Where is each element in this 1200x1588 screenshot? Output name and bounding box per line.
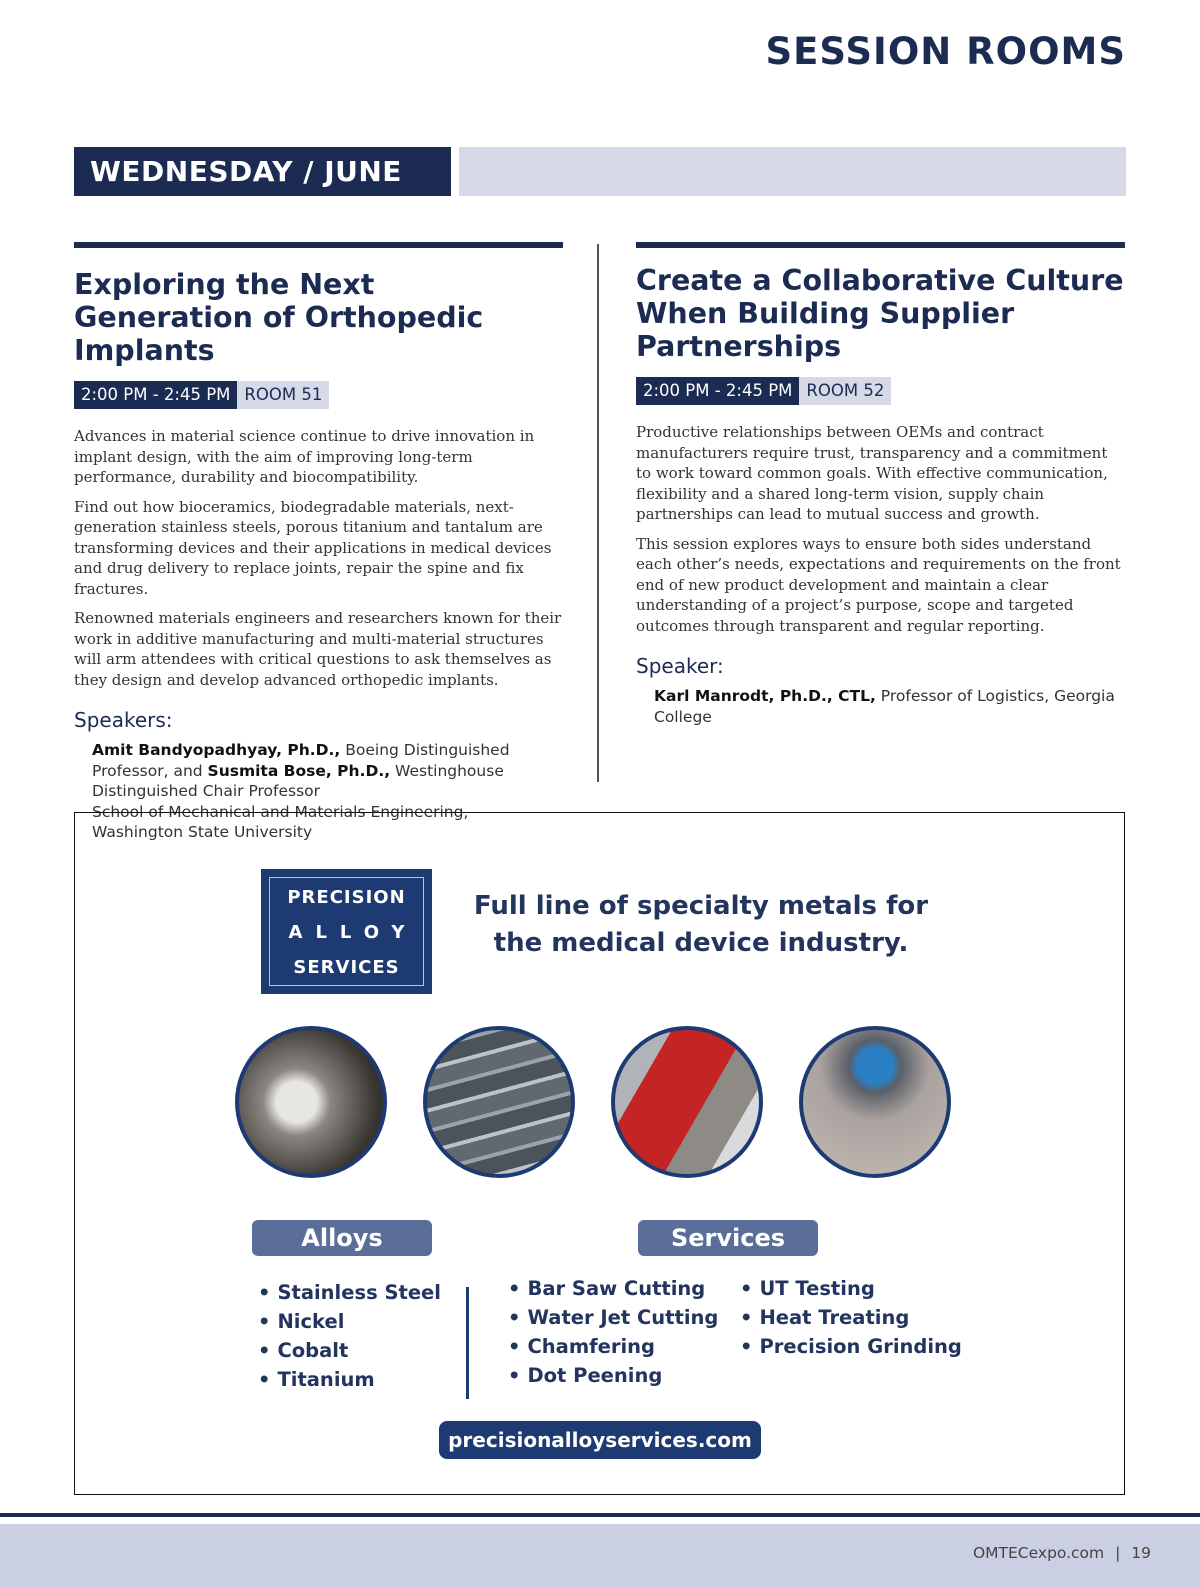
metal-rods-photo [235, 1026, 387, 1178]
footer-rule [0, 1513, 1200, 1517]
list-item: • Heat Treating [740, 1303, 962, 1332]
speaker-name: Amit Bandyopadhyay, Ph.D., [92, 741, 341, 759]
list-item: • Precision Grinding [740, 1332, 962, 1361]
list-item: • Titanium [258, 1365, 441, 1394]
list-item: • Water Jet Cutting [508, 1303, 718, 1332]
logo-line: SERVICES [293, 957, 400, 978]
session-time: 2:00 PM - 2:45 PM [74, 381, 237, 409]
session-card-room-51 [74, 242, 563, 843]
speakers-heading: Speaker: [636, 654, 724, 678]
session-room: ROOM 51 [237, 381, 329, 409]
session-title: Create a Collaborative Culture When Building Supplier Partnerships [636, 264, 1124, 363]
ad-tagline: Full line of specialty metals for the medical device industry. [473, 891, 929, 958]
day-header [74, 147, 1126, 237]
list-item: • Dot Peening [508, 1361, 718, 1390]
session-card-room-52 [636, 242, 1125, 727]
session-top-rule [74, 242, 563, 248]
footer-site[interactable]: OMTECexpo.com [972, 1544, 1105, 1562]
session-paragraph: Find out how bioceramics, biodegradable materials, next-generation stainless steels, porous titanium and tantalum are transforming devices and their applications in medical devices and drug delivery to replace joints, repair the spine and fix fractures. [74, 497, 552, 598]
water-jet-photo [799, 1026, 951, 1178]
website-link[interactable]: precisionalloyservices.com [439, 1421, 761, 1459]
speaker-name: Karl Manrodt, Ph.D., CTL, [654, 687, 876, 705]
footer-separator: | [1115, 1544, 1121, 1562]
company-logo [261, 869, 432, 994]
session-room: ROOM 52 [799, 377, 891, 405]
speakers-heading: Speakers: [74, 708, 173, 732]
services-list [508, 1274, 718, 1390]
list-item: • Nickel [258, 1307, 441, 1336]
footer-text [973, 1544, 1151, 1562]
list-divider [466, 1287, 469, 1399]
session-top-rule [636, 242, 1125, 248]
speaker-role: Boeing Distinguished Professor, and [92, 741, 510, 780]
column-divider [597, 244, 599, 782]
speaker-role: Westinghouse Distinguished Chair Professor [92, 761, 504, 800]
day-label: WEDNESDAY / JUNE 12 [74, 147, 451, 196]
page-footer [0, 1524, 1200, 1588]
session-title: Exploring the Next Generation of Orthopedic Implants [74, 268, 484, 367]
logo-line: PRECISION [287, 887, 406, 908]
speaker-role: Professor of Logistics, Georgia College [654, 687, 1115, 726]
metal-bars-photo [423, 1026, 575, 1178]
session-paragraph: Productive relationships between OEMs and contract manufacturers require trust, transparency and a commitment to work toward common goals. With effective communication, flexibility and a shared long-term vision, supply chain partnerships can lead to mutual success and growth. [636, 423, 1108, 523]
logo-line: ALLOY [288, 922, 418, 943]
alloys-label: Alloys [252, 1220, 432, 1256]
services-label: Services [638, 1220, 818, 1256]
session-paragraph: Renowned materials engineers and researchers known for their work in additive manufacturing and multi-material structures will arm attendees with critical questions to ask themselves as they design and develop advanced orthopedic implants. [74, 609, 562, 689]
session-time: 2:00 PM - 2:45 PM [636, 377, 799, 405]
saw-cutting-photo [611, 1026, 763, 1178]
advertisement[interactable] [74, 812, 1125, 1495]
speaker-info [654, 686, 1125, 727]
list-item: • Bar Saw Cutting [508, 1274, 718, 1303]
session-paragraph: Advances in material science continue to drive innovation in implant design, with the aim of improving long-term performance, durability and biocompatibility. [74, 427, 535, 486]
day-header-fill [459, 147, 1126, 196]
services-list [740, 1274, 962, 1361]
speaker-affiliation: Washington State University [92, 823, 313, 841]
speaker-name: Susmita Bose, Ph.D., [207, 761, 391, 780]
list-item: • Cobalt [258, 1336, 441, 1365]
page-title: SESSION ROOMS [765, 30, 1126, 73]
page-number: 19 [1131, 1544, 1151, 1562]
session-time-room [74, 381, 563, 409]
alloys-list [258, 1278, 441, 1394]
list-item: • UT Testing [740, 1274, 962, 1303]
list-item: • Stainless Steel [258, 1278, 441, 1307]
session-paragraph: This session explores ways to ensure both sides understand each other’s needs, expectations and requirements on the front end of new product development and maintain a clear understanding of a project’s purpose, scope and targeted outcomes through transparent and regular reporting. [636, 534, 1121, 635]
list-item: • Chamfering [508, 1332, 718, 1361]
session-time-room [636, 377, 1125, 405]
speaker-affiliation: School of Mechanical and Materials Engineering, [92, 802, 469, 821]
